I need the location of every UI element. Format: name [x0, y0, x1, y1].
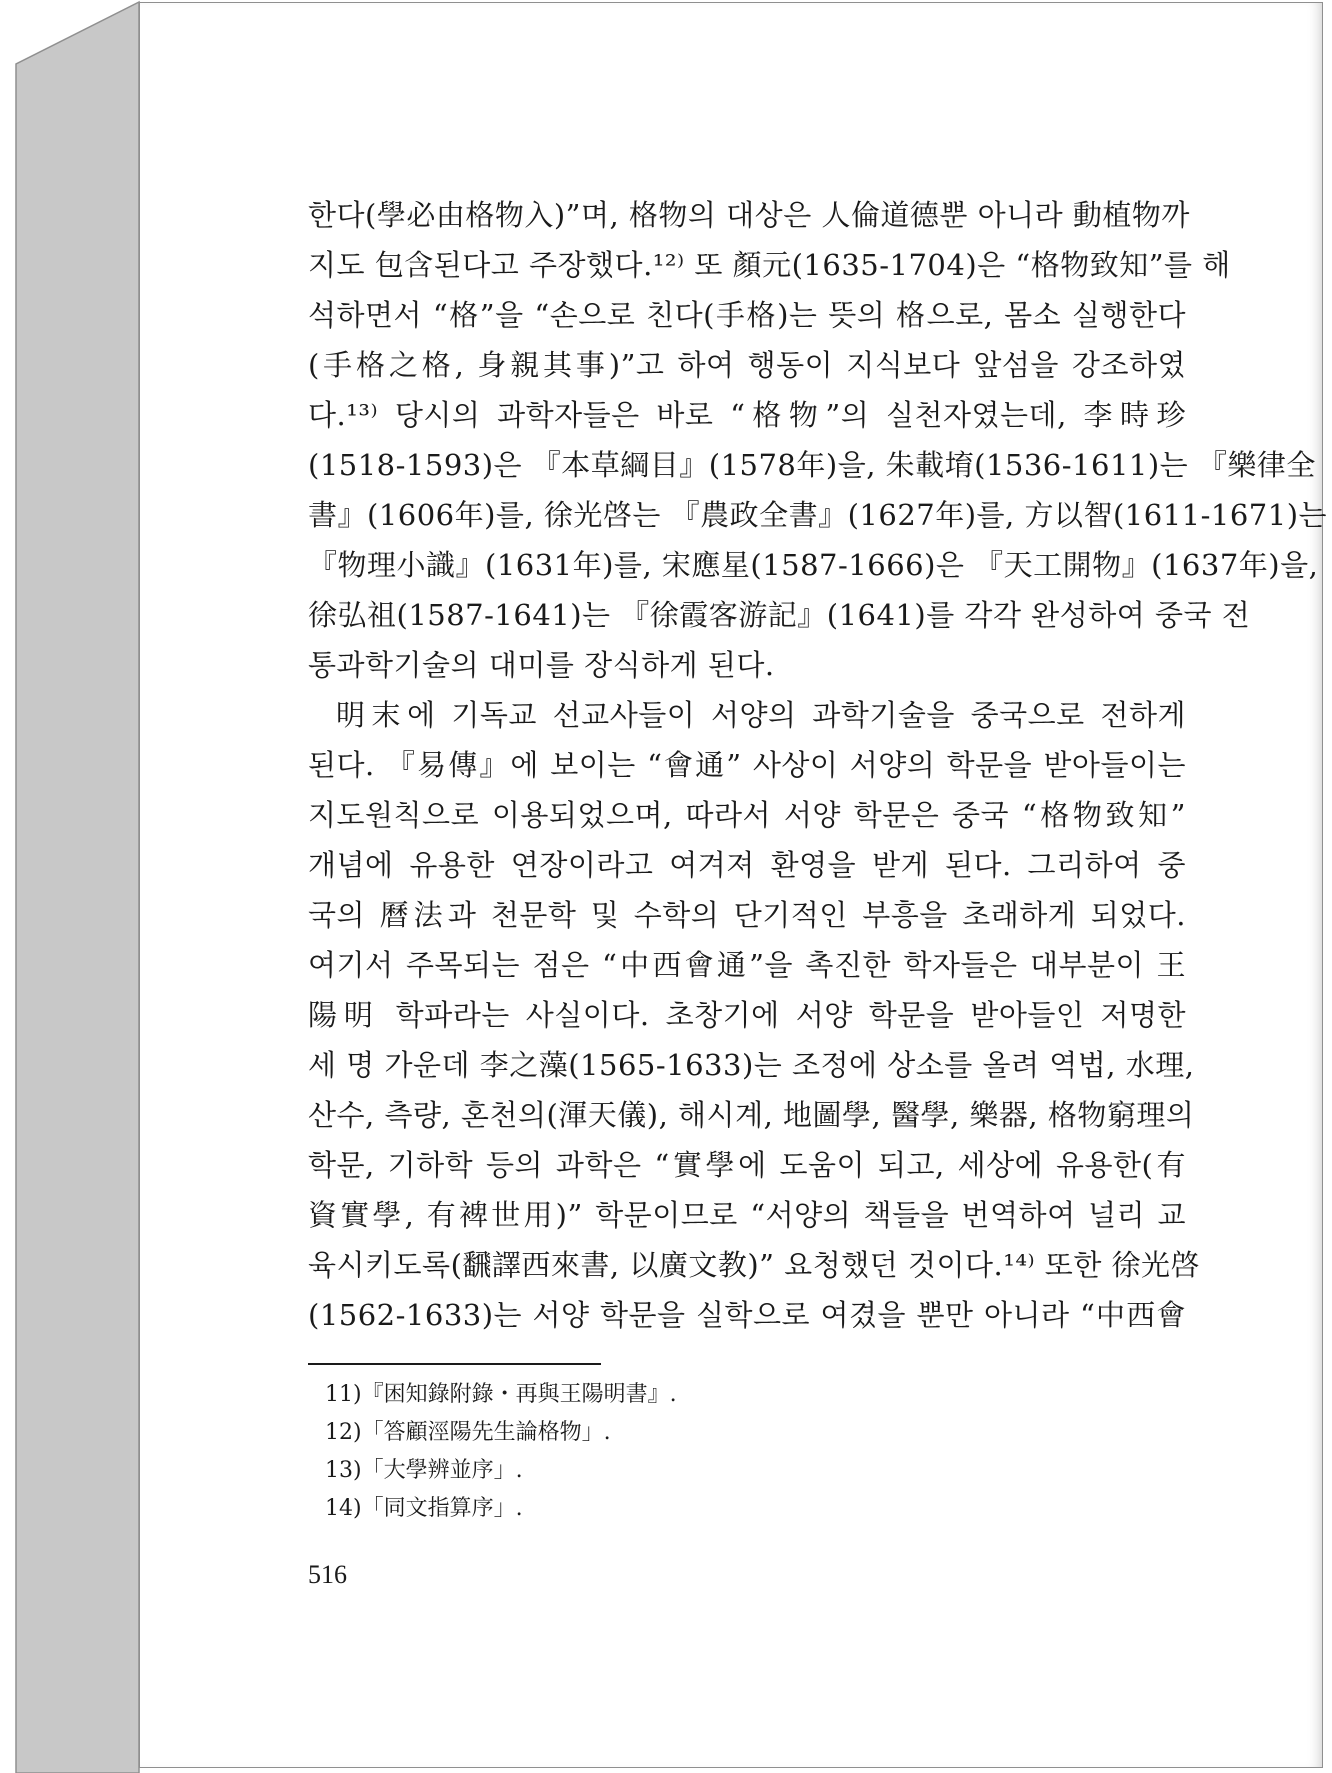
- body-line: (1518-1593)은 『本草綱目』(1578年)을, 朱載堉(1536-1611)는 『樂律全: [308, 448, 1316, 482]
- body-line: 徐弘祖(1587-1641)는 『徐霞客游記』(1641)를 각각 완성하여 중국 전: [308, 598, 1251, 632]
- body-line: 陽明 학파라는 사실이다. 초창기에 서양 학문을 받아들인 저명한: [308, 998, 1186, 1032]
- body-line: 지도원칙으로 이용되었으며, 따라서 서양 학문은 중국 “格物致知”: [308, 798, 1186, 832]
- body-line: 지도 包含된다고 주장했다.¹²⁾ 또 顏元(1635-1704)은 “格物致知”를 해: [308, 248, 1231, 282]
- body-line: 明末에 기독교 선교사들이 서양의 과학기술을 중국으로 전하게: [336, 698, 1186, 732]
- footnote-divider: [308, 1363, 601, 1365]
- body-line: 개념에 유용한 연장이라고 여겨져 환영을 받게 된다. 그리하여 중: [308, 848, 1186, 882]
- footnotes: [325, 1376, 1025, 1528]
- body-text: [308, 190, 1328, 1340]
- page-number: 516: [308, 1560, 347, 1589]
- body-line: 통과학기술의 대미를 장식하게 된다.: [308, 648, 775, 682]
- body-line: 한다(學必由格物入)”며, 格物의 대상은 人倫道德뿐 아니라 動植物까: [308, 198, 1190, 232]
- body-line: 『物理小識』(1631年)를, 宋應星(1587-1666)은 『天工開物』(1637年)을,: [308, 548, 1319, 582]
- body-line: 資實學, 有裨世用)” 학문이므로 “서양의 책들을 번역하여 널리 교: [308, 1198, 1186, 1232]
- footnote: 14)「同文指算序」.: [325, 1496, 523, 1521]
- body-line: 육시키도록(飜譯西來書, 以廣文教)” 요청했던 것이다.¹⁴⁾ 또한 徐光啓: [308, 1248, 1201, 1282]
- body-line: 다.¹³⁾ 당시의 과학자들은 바로 “格物”의 실천자였는데, 李時珍: [308, 398, 1186, 432]
- footnote: 11)『困知錄附錄・再與王陽明書』.: [325, 1382, 677, 1407]
- book-spine-face: [16, 2, 139, 1773]
- body-line: 산수, 측량, 혼천의(渾天儀), 해시계, 地圖學, 醫學, 樂器, 格物窮理의: [308, 1098, 1195, 1132]
- footnote: 12)「答顧涇陽先生論格物」.: [325, 1420, 611, 1445]
- body-line: 학문, 기하학 등의 과학은 “實學에 도움이 되고, 세상에 유용한(有: [308, 1148, 1186, 1182]
- body-line: 석하면서 “格”을 “손으로 친다(手格)는 뜻의 格으로, 몸소 실행한다: [308, 298, 1186, 332]
- body-line: (1562-1633)는 서양 학문을 실학으로 여겼을 뿐만 아니라 “中西會: [308, 1298, 1186, 1332]
- body-line: (手格之格, 身親其事)”고 하여 행동이 지식보다 앞섬을 강조하였: [308, 348, 1186, 382]
- body-line: 여기서 주목되는 점은 “中西會通”을 촉진한 학자들은 대부분이 王: [308, 948, 1186, 982]
- body-line: 書』(1606年)를, 徐光啓는 『農政全書』(1627年)를, 方以智(1611-1671)는: [308, 498, 1328, 532]
- body-line: 세 명 가운데 李之藻(1565-1633)는 조정에 상소를 올려 역법, 水理,: [308, 1048, 1195, 1082]
- body-line: 된다. 『易傳』에 보이는 “會通” 사상이 서양의 학문을 받아들이는: [308, 748, 1186, 782]
- footnote: 13)「大學辨並序」.: [325, 1458, 523, 1483]
- body-line: 국의 曆法과 천문학 및 수학의 단기적인 부흥을 초래하게 되었다.: [308, 898, 1186, 932]
